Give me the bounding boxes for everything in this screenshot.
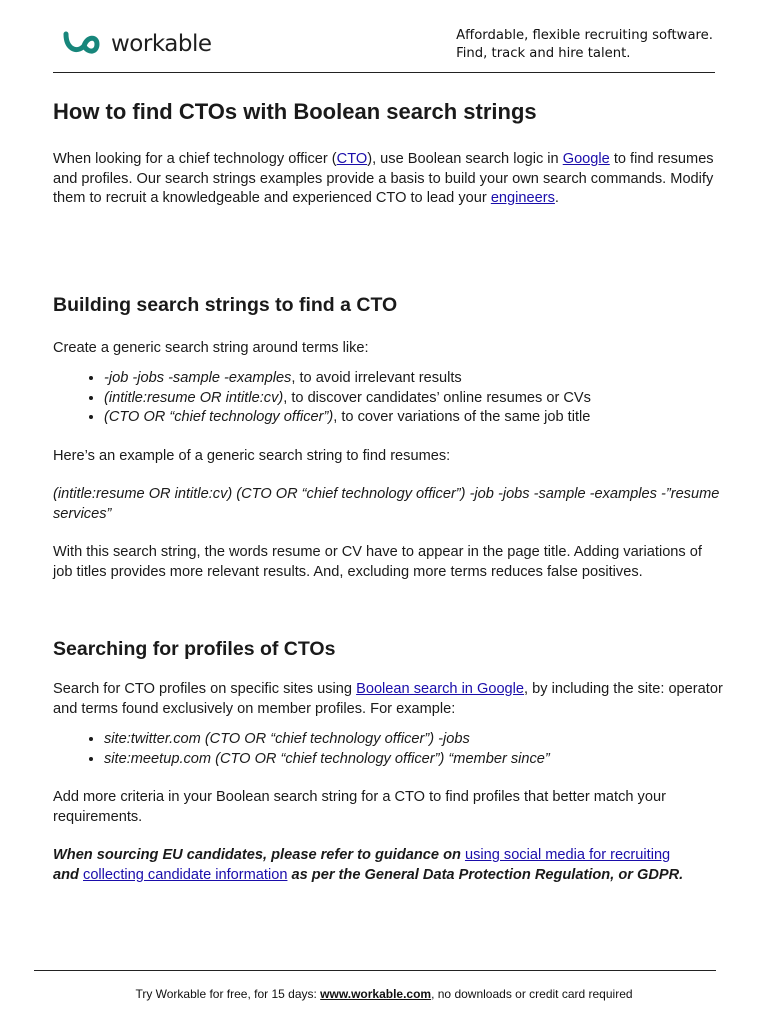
example-explanation: With this search string, the words resume or CV have to appear in the page title. Adding variations of job titles provides more relevant results. And, excluding more terms reduces false positives.	[53, 544, 702, 580]
intro-text-4: .	[554, 190, 559, 206]
example-string-text: (intitle:resume OR intitle:cv) (CTO OR “chief technology officer”) -job -jobs -sample -examples -”resume services”	[53, 486, 720, 522]
section2-lead-text-1: Search for CTO profiles on specific sites using	[53, 681, 357, 697]
search-terms-list	[53, 369, 723, 428]
tagline-line-2: Find, track and hire talent.	[456, 46, 631, 61]
list-item-text: , to cover variations of the same job title	[333, 409, 591, 425]
gdpr-note	[53, 846, 723, 885]
list-item	[104, 369, 723, 389]
header-divider	[53, 72, 715, 73]
workable-logo[interactable]	[63, 30, 212, 58]
logo-text: workable	[111, 31, 212, 57]
collecting-candidate-info-link[interactable]: collecting candidate information	[83, 866, 288, 883]
intro-text-2: ), use Boolean search logic in	[367, 151, 563, 167]
section1-lead: Create a generic search string around terms like:	[53, 339, 369, 356]
list-item-term: (intitle:resume OR intitle:cv)	[104, 389, 284, 406]
example-lead: Here’s an example of a generic search string to find resumes:	[53, 447, 451, 464]
google-link[interactable]: Google	[562, 151, 610, 167]
list-item-term: site:twitter.com (CTO OR “chief technology officer”) -jobs	[104, 731, 470, 747]
page-header	[53, 26, 715, 72]
section-heading-profiles: Searching for profiles of CTOs	[53, 638, 336, 660]
social-media-recruiting-link[interactable]: using social media for recruiting	[464, 847, 671, 863]
workable-site-link[interactable]: www.workable.com	[320, 987, 432, 1001]
page-footer	[0, 987, 768, 1001]
intro-text-1: When looking for a chief technology officer (	[53, 151, 337, 167]
section-heading-building: Building search strings to find a CTO	[53, 293, 398, 316]
gdpr-text-2: and	[53, 866, 79, 883]
section2-lead-text-2: , by including the site: operator and terms found exclusively on member profiles. For example:	[53, 681, 723, 717]
more-criteria-paragraph: Add more criteria in your Boolean search string for a CTO to find profiles that better match your requirements.	[53, 789, 666, 825]
footer-text-2: , no downloads or credit card required	[431, 987, 633, 1001]
engineers-link[interactable]: engineers	[490, 190, 555, 206]
site-search-list	[53, 730, 723, 769]
list-item	[104, 730, 723, 750]
list-item-term: site:meetup.com (CTO OR “chief technology officer”) “member since”	[104, 750, 550, 767]
section2-lead	[53, 680, 723, 719]
list-item-term: (CTO OR “chief technology officer”)	[104, 409, 334, 425]
gdpr-text-1: When sourcing EU candidates, please refer to guidance on	[53, 847, 465, 863]
header-tagline	[456, 27, 713, 63]
boolean-search-google-link[interactable]: Boolean search in Google	[356, 681, 525, 697]
list-item	[104, 750, 723, 770]
footer-divider	[34, 970, 716, 971]
list-item	[104, 408, 723, 428]
tagline-line-1: Affordable, flexible recruiting software.	[456, 28, 713, 43]
article	[53, 98, 723, 885]
footer-text-1: Try Workable for free, for 15 days:	[135, 987, 321, 1001]
list-item-text: , to discover candidates’ online resumes or CVs	[283, 389, 591, 406]
cto-link[interactable]: CTO	[336, 151, 368, 167]
gdpr-text-3: as per the General Data Protection Regulation, or GDPR.	[287, 866, 684, 883]
intro-paragraph	[53, 150, 723, 209]
intro-text-3: to find resumes and profiles. Our search strings examples provide a basis to build your own search commands. Modify them to recruit a knowledgeable and experienced CTO to lead your	[53, 151, 714, 206]
workable-logo-icon	[63, 30, 105, 58]
list-item-term: -job -jobs -sample -examples	[104, 370, 292, 386]
page-title: How to find CTOs with Boolean search strings	[53, 99, 537, 124]
example-search-string	[53, 485, 723, 524]
list-item	[104, 389, 723, 409]
list-item-text: , to avoid irrelevant results	[291, 370, 462, 386]
